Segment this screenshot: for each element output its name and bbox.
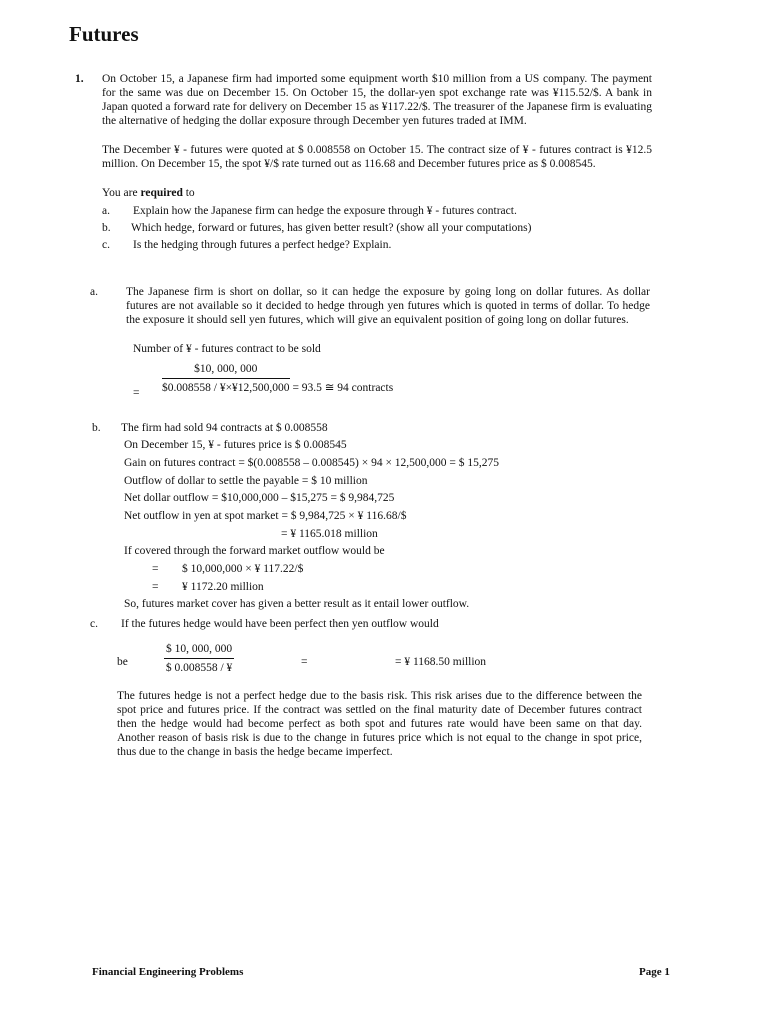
answer-b-label: b. xyxy=(92,422,101,434)
question-item-a: Explain how the Japanese firm can hedge the exposure through ¥ - futures contract. xyxy=(133,205,517,217)
perfect-hedge-numerator: $ 10, 000, 000 xyxy=(164,642,234,659)
answer-b-line-3: Gain on futures contract = $(0.008558 – 0.008545) × 94 × 12,500,000 = $ 15,275 xyxy=(124,457,500,469)
contracts-line: Number of ¥ - futures contract to be sold xyxy=(133,343,321,355)
answer-c-line: If the futures hedge would have been perfect then yen outflow would xyxy=(121,618,439,630)
contracts-result: = 93.5 ≅ 94 contracts xyxy=(292,382,394,395)
forward-eq-2: = xyxy=(152,581,159,593)
question-paragraph-2: The December ¥ - futures were quoted at $ 0.008558 on October 15. The contract size of ¥ - futures contract is ¥12.5 million. On December 15, the spot ¥/$ rate turned out as 116.68 and December futures price as $ 0.008545. xyxy=(102,144,652,170)
perfect-hedge-equals: = xyxy=(301,656,308,668)
contracts-formula xyxy=(162,362,393,395)
required-post: to xyxy=(185,187,195,199)
perfect-hedge-fraction xyxy=(164,642,234,675)
answer-c-label: c. xyxy=(90,618,98,630)
question-item-label-c: c. xyxy=(102,239,110,251)
question-paragraph-1: On October 15, a Japanese firm had imported some equipment worth $10 million from a US company. The payment for the same was due on December 15. On October 15, the dollar-yen spot exchange rate was ¥115.52/$. A bank in Japan quoted a forward rate for delivery on December 15 as ¥117.22/$. The treasurer of the Japanese firm is evaluating the alternative of hedging the dollar exposure through December yen futures traded at IMM. xyxy=(102,73,652,127)
answer-b-conclusion: So, futures market cover has given a better result as it entail lower outflow. xyxy=(124,598,470,610)
contracts-fraction xyxy=(162,362,290,395)
answer-b-line-6: Net outflow in yen at spot market = $ 9,984,725 × ¥ 116.68/$ xyxy=(124,510,407,522)
question-item-b: Which hedge, forward or futures, has given better result? (show all your computations) xyxy=(131,222,532,234)
footer-title: Financial Engineering Problems xyxy=(92,966,244,978)
perfect-hedge-denominator: $ 0.008558 / ¥ xyxy=(165,662,233,674)
answer-b-line-2: On December 15, ¥ - futures price is $ 0.008545 xyxy=(124,439,347,451)
perfect-hedge-formula xyxy=(164,642,234,675)
answer-a-paragraph: The Japanese firm is short on dollar, so it can hedge the exposure by going long on dollar futures. As dollar futures are not available so it decided to hedge through yen futures which is quoted in terms of dollar. To hedge the exposure it should sell yen futures, which will give an equivalent position of going long on dollar futures. xyxy=(126,286,650,326)
contracts-denominator: $0.008558 / ¥×¥12,500,000 xyxy=(162,382,290,394)
forward-calc: $ 10,000,000 × ¥ 117.22/$ xyxy=(182,563,304,575)
question-number: 1. xyxy=(75,73,84,85)
answer-c-be: be xyxy=(117,656,128,668)
answer-b-line-1: The firm had sold 94 contracts at $ 0.008558 xyxy=(121,422,328,434)
question-item-c: Is the hedging through futures a perfect hedge? Explain. xyxy=(133,239,392,251)
answer-b-line-5: Net dollar outflow = $10,000,000 – $15,275 = $ 9,984,725 xyxy=(124,492,395,504)
answer-a-label: a. xyxy=(90,286,98,298)
answer-c-paragraph: The futures hedge is not a perfect hedge due to the basis risk. This risk arises due to the difference between the spot price and futures price. If the contract was settled on the final maturity date of December futures contract then the hedge would had become perfect as both spot and futures rate would have been same on that day. Another reason of basis risk is due to the change in futures price which is not equal to the change in spot price, thus due to the change in basis the hedge became imperfect. xyxy=(117,690,642,758)
required-line xyxy=(102,186,195,200)
answer-b-line-4: Outflow of dollar to settle the payable = $ 10 million xyxy=(124,475,368,487)
forward-result: ¥ 1172.20 million xyxy=(182,581,264,593)
yen-outflow-result: = ¥ 1165.018 million xyxy=(281,528,378,540)
page-number: Page 1 xyxy=(639,966,670,978)
contracts-numerator: $10, 000, 000 xyxy=(162,362,290,379)
contracts-equals: = xyxy=(133,387,140,399)
perfect-hedge-result: = ¥ 1168.50 million xyxy=(395,656,487,668)
question-item-label-a: a. xyxy=(102,205,110,217)
page-title: Futures xyxy=(69,22,139,46)
forward-eq-1: = xyxy=(152,563,159,575)
forward-market-line: If covered through the forward market outflow would be xyxy=(124,545,385,557)
question-item-label-b: b. xyxy=(102,222,111,234)
required-pre: You are xyxy=(102,187,138,199)
required-bold: required xyxy=(140,187,183,199)
